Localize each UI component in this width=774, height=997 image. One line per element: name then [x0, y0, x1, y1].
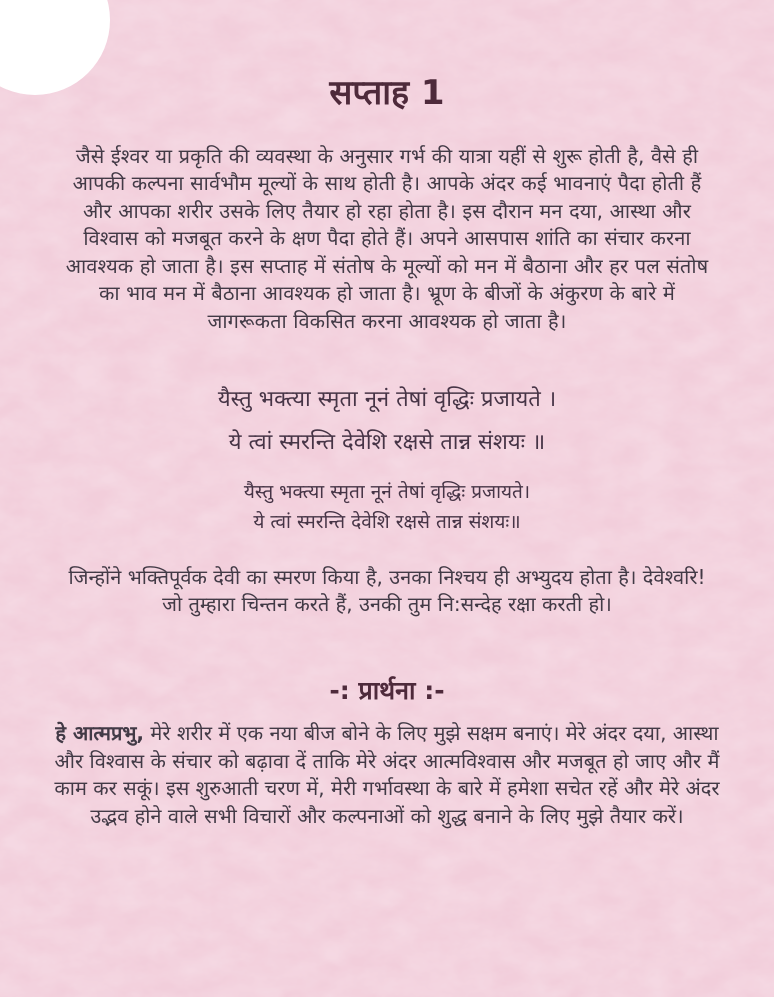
sanskrit-verse-primary [0, 387, 774, 457]
prayer-paragraph [53, 720, 721, 830]
verse-line: ये त्वां स्मरन्ति देवेशि रक्षसे तान्न संशयः॥ [253, 510, 521, 533]
sanskrit-verse-secondary [0, 481, 774, 535]
prayer-salutation: हे आत्मप्रभु, [55, 721, 145, 746]
prayer-text: मेरे शरीर में एक नया बीज बोने के लिए मुझे सक्षम बनाएं। मेरे अंदर दया, आस्था और विश्वास के संचार को बढ़ावा दें ताकि मेरे अंदर आत्मविश्वास और मजबूत हो जाए और मैं काम कर सकूं। इस शुरुआती चरण में, मेरी गर्भावस्था के बारे में हमेशा सचेत रहें और मेरे अंदर उद्भव होने वाले सभी विचारों और कल्पनाओं को शुद्ध बनाने के लिए मुझे तैयार करें। [54, 721, 720, 829]
verse-line: ये त्वां स्मरन्ति देवेशि रक्षसे तान्न संशयः ॥ [228, 430, 546, 456]
verse-line: यैस्तु भक्त्या स्मृता नूनं तेषां वृद्धिः प्रजायते । [217, 387, 557, 412]
prayer-heading: -: प्रार्थना :- [329, 676, 445, 706]
intro-paragraph: जैसे ईश्वर या प्रकृति की व्यवस्था के अनुसार गर्भ की यात्रा यहीं से शुरू होती है, वैसे ही आपकी कल्पना सार्वभौम मूल्यों के साथ होती है। आपके अंदर कई भावनाएं पैदा होती हैं और आपका शरीर उसके लिए तैयार हो रहा होता है। इस दौरान मन दया, आस्था और विश्वास को मजबूत करने के क्षण पैदा होते हैं। अपने आसपास शांति का संचार करना आवश्यक हो जाता है। इस सप्ताह में संतोष के मूल्यों को मन में बैठाना और हर पल संतोष का भाव मन में बैठाना आवश्यक हो जाता है। भ्रूण के बीजों के अंकुरण के बारे में जागरूकता विकसित करना आवश्यक हो जाता है। [65, 143, 709, 333]
verse-line: यैस्तु भक्त्या स्मृता नूनं तेषां वृद्धिः प्रजायते। [243, 480, 531, 503]
page-title: सप्ताह 1 [329, 73, 445, 113]
verse-translation: जिन्होंने भक्तिपूर्वक देवी का स्मरण किया है, उनका निश्चय ही अभ्युदय होता है। देवेश्वरि! जो तुम्हारा चिन्तन करते हैं, उनकी तुम नि:सन्देह रक्षा करती हो। [68, 565, 706, 617]
